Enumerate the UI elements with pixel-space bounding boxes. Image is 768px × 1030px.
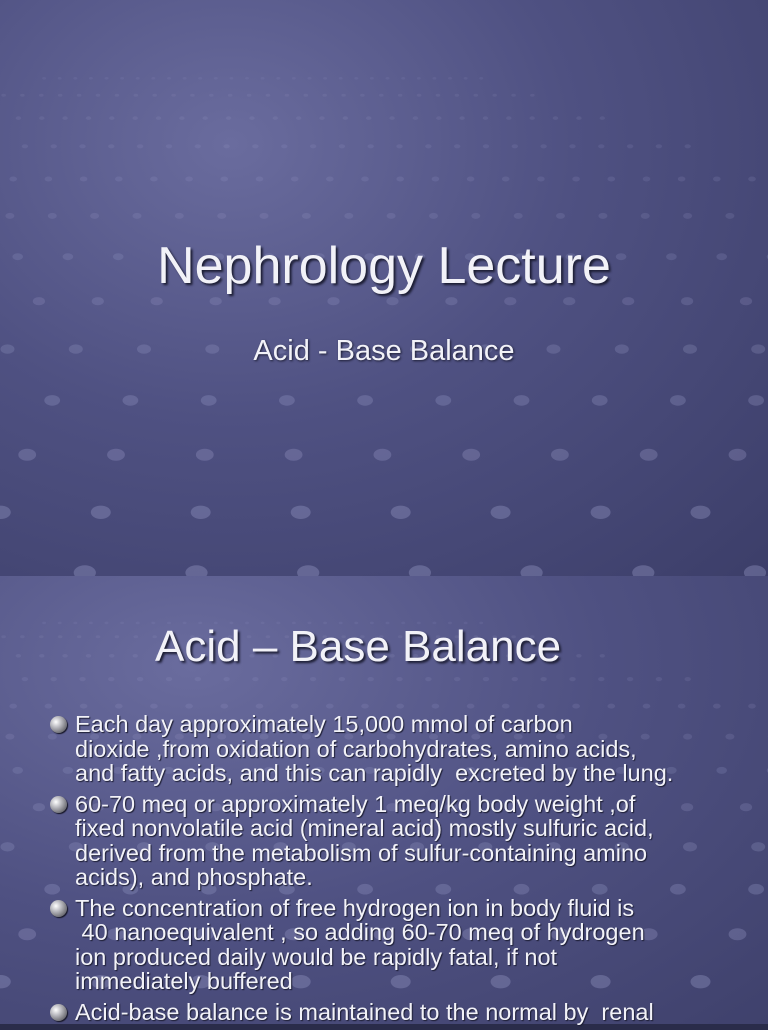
grid-dot <box>396 677 402 681</box>
grid-dot <box>166 677 172 681</box>
grid-dot <box>198 77 202 80</box>
grid-dot <box>20 94 25 97</box>
grid-dot <box>326 177 334 182</box>
grid-dot <box>120 622 124 625</box>
grid-dot <box>467 177 475 182</box>
grid-dot <box>45 177 53 182</box>
grid-dot <box>454 677 460 681</box>
grid-dot <box>91 506 111 519</box>
grid-dot <box>86 116 91 120</box>
grid-dot <box>171 94 176 97</box>
grid-dot <box>592 395 608 406</box>
grid-dot <box>96 635 101 638</box>
grid-dot <box>537 704 545 709</box>
grid-dot <box>386 297 398 305</box>
grid-dot <box>691 506 711 519</box>
grid-dot <box>471 213 480 219</box>
grid-dot <box>540 144 546 148</box>
grid-dot <box>514 395 530 406</box>
grid-dot <box>137 677 143 681</box>
bullet-line: acids), and phosphate. <box>75 865 740 890</box>
grid-dot <box>51 144 57 148</box>
grid-dot <box>136 77 140 80</box>
grid-dot <box>228 94 233 97</box>
grid-dot <box>327 297 339 305</box>
grid-dot <box>33 803 45 811</box>
grid-dot <box>183 77 187 80</box>
bullet-item <box>50 792 740 890</box>
grid-dot <box>540 677 546 681</box>
grid-dot <box>506 116 511 120</box>
grid-dot <box>379 94 384 97</box>
grid-dot <box>670 395 686 406</box>
grid-dot <box>252 144 258 148</box>
grid-dot <box>134 635 139 638</box>
grid-dot <box>96 94 101 97</box>
grid-dot <box>512 677 518 681</box>
grid-dot <box>108 144 114 148</box>
grid-dot <box>344 213 353 219</box>
grid-dot <box>109 116 114 120</box>
grid-dot <box>374 449 392 461</box>
grid-dot <box>39 635 44 638</box>
grid-dot <box>483 677 489 681</box>
grid-dot <box>1 842 15 851</box>
grid-dot <box>260 213 269 219</box>
grid-dot <box>445 297 457 305</box>
grid-dot <box>9 704 17 709</box>
slide-title: Nephrology Lecture <box>0 236 768 296</box>
grid-dot <box>368 144 374 148</box>
grid-dot <box>39 94 44 97</box>
bullet-sphere-icon <box>50 716 67 733</box>
grid-dot <box>569 677 575 681</box>
grid-dot <box>256 177 264 182</box>
grid-dot <box>281 144 287 148</box>
bullet-item <box>50 712 740 786</box>
grid-dot <box>133 213 142 219</box>
grid-dot <box>339 77 343 80</box>
grid-dot <box>0 506 11 519</box>
bullet-item <box>50 896 740 994</box>
grid-dot <box>643 704 651 709</box>
grid-dot <box>467 704 475 709</box>
grid-dot <box>276 77 280 80</box>
grid-dot <box>425 144 431 148</box>
grid-dot <box>656 677 662 681</box>
grid-dot <box>175 213 184 219</box>
grid-dot <box>115 704 123 709</box>
grid-dot <box>556 213 565 219</box>
grid-dot <box>608 177 616 182</box>
grid-dot <box>514 213 523 219</box>
grid-dot <box>195 144 201 148</box>
grid-dot <box>572 704 580 709</box>
grid-dot <box>179 116 184 120</box>
grid-dot <box>464 77 468 80</box>
grid-dot <box>109 654 114 658</box>
bullet-line: Acid-base balance is maintained to the normal by renal <box>75 1000 740 1025</box>
grid-dot <box>45 704 53 709</box>
grid-dot <box>459 116 464 120</box>
grid-dot <box>357 395 373 406</box>
grid-dot <box>576 116 581 120</box>
grid-dot <box>80 704 88 709</box>
slide-subtitle: Acid - Base Balance <box>0 335 768 368</box>
grid-dot <box>483 144 489 148</box>
grid-dot <box>73 622 77 625</box>
grid-dot <box>600 654 605 658</box>
grid-dot <box>748 884 764 895</box>
grid-dot <box>291 506 311 519</box>
grid-dot <box>323 77 327 80</box>
grid-dot <box>622 297 634 305</box>
grid-dot <box>12 767 23 774</box>
grid-dot <box>326 704 334 709</box>
grid-dot <box>678 704 686 709</box>
grid-dot <box>223 144 229 148</box>
grid-dot <box>39 116 44 120</box>
grid-dot <box>576 654 581 658</box>
grid-dot <box>108 677 114 681</box>
grid-dot <box>134 94 139 97</box>
grid-dot <box>740 297 752 305</box>
grid-dot <box>725 213 734 219</box>
grid-dot <box>33 297 45 305</box>
grid-dot <box>196 449 214 461</box>
grid-dot <box>22 677 28 681</box>
grid-dot <box>42 622 46 625</box>
grid-dot <box>302 213 311 219</box>
grid-dot <box>247 94 252 97</box>
grid-dot <box>252 677 258 681</box>
grid-dot <box>398 94 403 97</box>
bullet-sphere-icon <box>50 796 67 813</box>
bullet-line: 60-70 meq or approximately 1 meq/kg body weight ,of <box>75 792 740 817</box>
grid-dot <box>273 116 278 120</box>
grid-dot <box>226 116 231 120</box>
grid-dot <box>221 704 229 709</box>
grid-dot <box>608 704 616 709</box>
grid-dot <box>90 213 99 219</box>
grid-dot <box>396 177 404 182</box>
grid-dot <box>339 144 345 148</box>
grid-dot <box>598 144 604 148</box>
grid-dot <box>683 213 692 219</box>
grid-dot <box>77 635 82 638</box>
grid-dot <box>360 94 365 97</box>
grid-dot <box>455 94 460 97</box>
grid-dot <box>343 116 348 120</box>
grid-dot <box>74 565 96 576</box>
grid-dot <box>203 116 208 120</box>
grid-dot <box>16 116 21 120</box>
bullet-line: fixed nonvolatile acid (mineral acid) mostly sulfuric acid, <box>75 816 740 841</box>
grid-dot <box>285 449 303 461</box>
grid-dot <box>51 677 57 681</box>
bullet-sphere-icon <box>50 900 67 917</box>
grid-dot <box>310 677 316 681</box>
grid-dot <box>551 449 569 461</box>
grid-dot <box>296 116 301 120</box>
grid-dot <box>5 213 14 219</box>
grid-dot <box>744 565 766 576</box>
grid-dot <box>729 449 747 461</box>
grid-dot <box>137 144 143 148</box>
grid-dot <box>685 677 691 681</box>
grid-dot <box>16 654 21 658</box>
grid-dot <box>285 94 290 97</box>
grid-dot <box>713 704 721 709</box>
grid-dot <box>20 635 25 638</box>
grid-dot <box>512 144 518 148</box>
grid-dot <box>79 677 85 681</box>
grid-dot <box>432 704 440 709</box>
grid-dot <box>58 77 62 80</box>
grid-dot <box>396 144 402 148</box>
bullet-line: immediately buffered <box>75 969 740 994</box>
grid-dot <box>229 77 233 80</box>
grid-dot <box>413 116 418 120</box>
bullet-line: ion produced daily would be rapidly fatal, if not <box>75 945 740 970</box>
grid-dot <box>396 704 404 709</box>
grid-dot <box>391 506 411 519</box>
bullet-line: dioxide ,from oxidation of carbohydrates, amino acids, <box>75 737 740 762</box>
grid-dot <box>249 116 254 120</box>
grid-dot <box>269 297 281 305</box>
grid-dot <box>748 395 764 406</box>
grid-dot <box>58 622 62 625</box>
bullet-line: The concentration of free hydrogen ion in body fluid is <box>75 896 740 921</box>
grid-dot <box>62 654 67 658</box>
grid-dot <box>22 144 28 148</box>
grid-dot <box>1 635 6 638</box>
grid-dot <box>748 177 756 182</box>
grid-dot <box>115 94 120 97</box>
grid-dot <box>214 77 218 80</box>
grid-dot <box>627 144 633 148</box>
grid-dot <box>591 506 611 519</box>
grid-dot <box>80 177 88 182</box>
grid-dot <box>386 77 390 80</box>
grid-dot <box>432 177 440 182</box>
grid-dot <box>454 144 460 148</box>
grid-dot <box>266 94 271 97</box>
grid-dot <box>425 677 431 681</box>
grid-dot <box>308 77 312 80</box>
grid-dot <box>685 144 691 148</box>
grid-dot <box>195 677 201 681</box>
bullet-list <box>50 712 740 1030</box>
grid-dot <box>105 622 109 625</box>
grid-dot <box>537 177 545 182</box>
grid-dot <box>122 395 138 406</box>
grid-dot <box>185 177 193 182</box>
grid-dot <box>167 77 171 80</box>
grid-dot <box>502 704 510 709</box>
grid-dot <box>401 77 405 80</box>
grid-dot <box>435 395 451 406</box>
grid-dot <box>530 116 535 120</box>
grid-dot <box>310 144 316 148</box>
grid-dot <box>48 213 57 219</box>
grid-dot <box>361 704 369 709</box>
grid-dot <box>133 116 138 120</box>
grid-dot <box>600 116 605 120</box>
grid-dot <box>58 94 63 97</box>
grid-dot <box>217 213 226 219</box>
grid-dot <box>58 635 63 638</box>
bullet-line: derived from the metabolism of sulfur-containing amino <box>75 841 740 866</box>
grid-dot <box>107 449 125 461</box>
grid-dot <box>9 177 17 182</box>
grid-dot <box>627 677 633 681</box>
grid-dot <box>483 116 488 120</box>
grid-dot <box>223 677 229 681</box>
grid-dot <box>339 677 345 681</box>
grid-dot <box>479 77 483 80</box>
grid-dot <box>354 77 358 80</box>
grid-dot <box>304 94 309 97</box>
grid-dot <box>370 77 374 80</box>
grid-dot <box>166 144 172 148</box>
grid-dot <box>632 565 654 576</box>
grid-dot <box>448 77 452 80</box>
grid-dot <box>474 94 479 97</box>
grid-dot <box>563 297 575 305</box>
grid-dot <box>133 654 138 658</box>
grid-dot <box>511 94 516 97</box>
grid-dot <box>491 506 511 519</box>
grid-dot <box>322 94 327 97</box>
grid-dot <box>151 297 163 305</box>
grid-dot <box>5 734 14 740</box>
grid-dot <box>504 297 516 305</box>
grid-dot <box>245 77 249 80</box>
grid-dot <box>462 449 480 461</box>
grid-dot <box>429 213 438 219</box>
grid-dot <box>191 506 211 519</box>
grid-dot <box>151 77 155 80</box>
grid-dot <box>73 77 77 80</box>
grid-dot <box>152 94 157 97</box>
bullet-line: and fatty acids, and this can rapidly excreted by the lung. <box>75 761 740 786</box>
grid-dot <box>417 77 421 80</box>
grid-dot <box>530 94 535 97</box>
grid-dot <box>492 94 497 97</box>
grid-dot <box>79 144 85 148</box>
grid-dot <box>1 94 6 97</box>
grid-dot <box>261 77 265 80</box>
grid-dot <box>678 177 686 182</box>
grid-dot <box>18 449 36 461</box>
grid-dot <box>210 297 222 305</box>
grid-dot <box>598 677 604 681</box>
grid-dot <box>256 704 264 709</box>
bullet-sphere-icon <box>50 1004 67 1021</box>
grid-dot <box>291 177 299 182</box>
grid-dot <box>389 116 394 120</box>
grid-dot <box>319 116 324 120</box>
grid-dot <box>156 116 161 120</box>
grid-dot <box>89 622 93 625</box>
grid-dot <box>417 94 422 97</box>
grid-dot <box>120 77 124 80</box>
grid-dot <box>92 297 104 305</box>
grid-dot <box>150 177 158 182</box>
grid-dot <box>105 77 109 80</box>
grid-dot <box>643 177 651 182</box>
grid-dot <box>150 704 158 709</box>
grid-dot <box>0 975 11 988</box>
grid-dot <box>279 395 295 406</box>
grid-dot <box>297 565 319 576</box>
grid-dot <box>713 177 721 182</box>
grid-dot <box>572 177 580 182</box>
grid-dot <box>281 677 287 681</box>
grid-dot <box>185 565 207 576</box>
grid-dot <box>201 395 217 406</box>
grid-dot <box>409 565 431 576</box>
grid-dot <box>185 704 193 709</box>
grid-dot <box>190 94 195 97</box>
grid-dot <box>42 77 46 80</box>
grid-dot <box>89 77 93 80</box>
grid-dot <box>115 177 123 182</box>
grid-dot <box>18 928 36 940</box>
grid-dot <box>209 94 214 97</box>
grid-dot <box>740 803 752 811</box>
grid-dot <box>39 654 44 658</box>
grid-dot <box>656 144 662 148</box>
content-slide-title: Acid – Base Balance <box>155 622 561 672</box>
grid-dot <box>569 144 575 148</box>
grid-dot <box>221 177 229 182</box>
grid-dot <box>115 635 120 638</box>
grid-dot <box>598 213 607 219</box>
grid-dot <box>361 177 369 182</box>
grid-dot <box>86 654 91 658</box>
grid-dot <box>44 395 60 406</box>
grid-dot <box>640 449 658 461</box>
bullet-item <box>50 1000 740 1025</box>
grid-dot <box>366 116 371 120</box>
grid-dot <box>292 77 296 80</box>
grid-dot <box>502 177 510 182</box>
grid-dot <box>436 116 441 120</box>
grid-dot <box>136 622 140 625</box>
grid-dot <box>77 94 82 97</box>
grid-dot <box>641 213 650 219</box>
grid-dot <box>751 842 765 851</box>
grid-dot <box>436 94 441 97</box>
grid-dot <box>291 704 299 709</box>
grid-dot <box>681 297 693 305</box>
grid-dot <box>748 704 756 709</box>
grid-dot <box>62 116 67 120</box>
grid-dot <box>341 94 346 97</box>
bullet-line: 40 nanoequivalent , so adding 60-70 meq of hydrogen <box>75 920 740 945</box>
bullet-line: Each day approximately 15,000 mmol of carbon <box>75 712 740 737</box>
grid-dot <box>368 677 374 681</box>
grid-dot <box>521 565 543 576</box>
grid-dot <box>387 213 396 219</box>
grid-dot <box>432 77 436 80</box>
grid-dot <box>553 116 558 120</box>
